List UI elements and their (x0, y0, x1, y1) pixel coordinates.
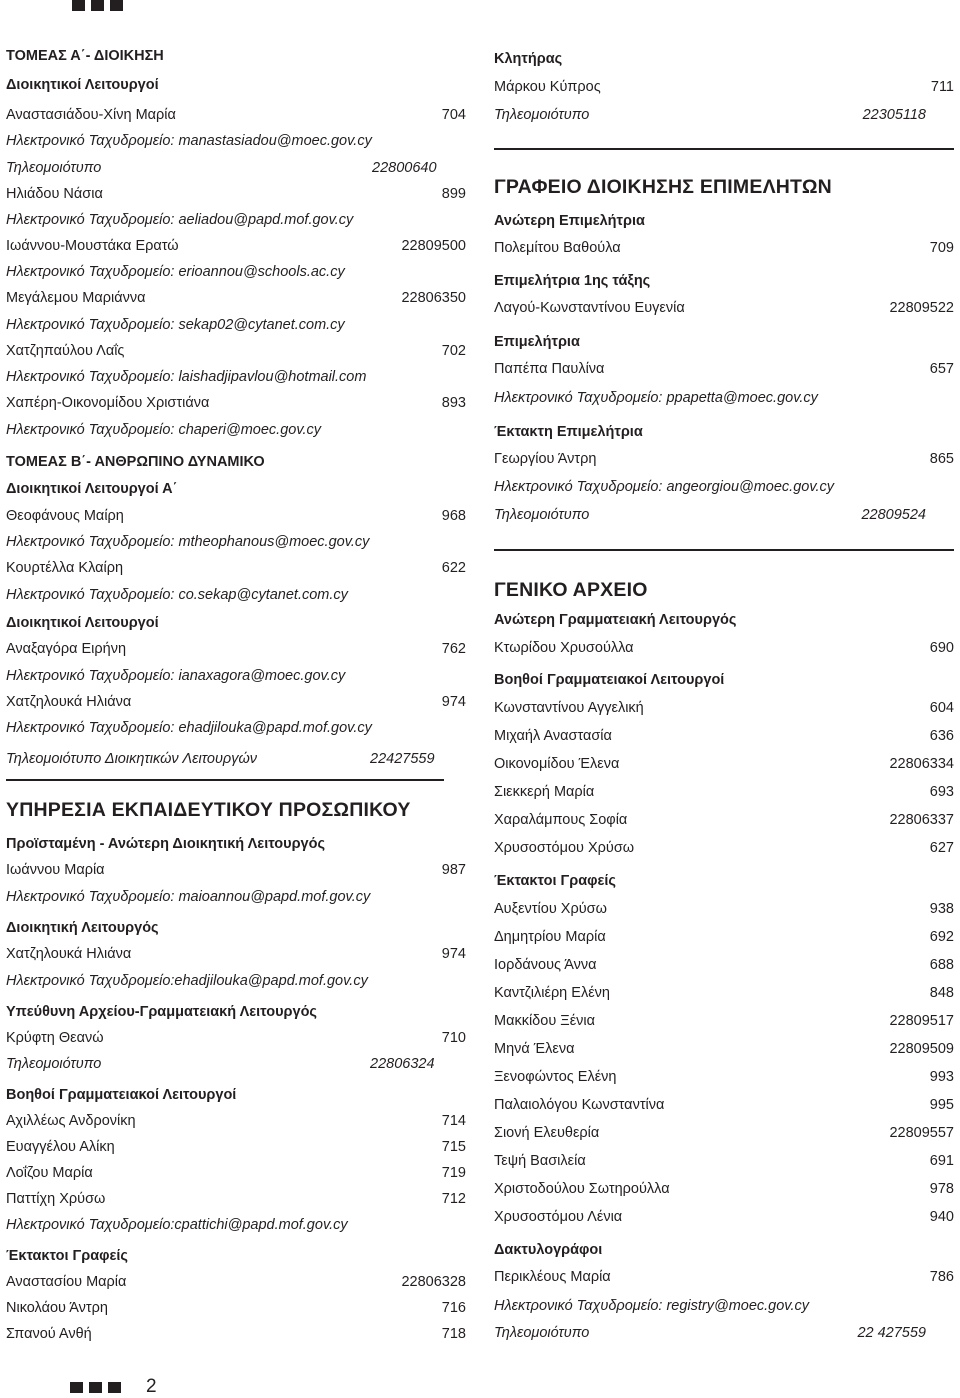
square-mark (108, 1382, 121, 1393)
list-item: Ηλεκτρονικό Ταχυδρομείο: mtheophanous@moec.gov.cy (6, 534, 370, 550)
list-item: Μεγάλεμου Μαριάννα 22806350 (6, 290, 466, 306)
list-item: Μιχαήλ Αναστασία 636 (494, 728, 954, 744)
list-item: Κτωρίδου Χρυσούλλα 690 (494, 640, 954, 656)
list-item: Γεωργίου Άντρη 865 (494, 451, 954, 467)
list-item: Χρυσοστόμου Λένια 940 (494, 1209, 954, 1225)
list-item: Ηλεκτρονικό Ταχυδρομείο: erioannou@schools.ac.cy (6, 264, 345, 280)
list-item: Αναξαγόρα Ειρήνη 762 (6, 641, 466, 657)
list-item: Ηλεκτρονικό Ταχυδρομείο: registry@moec.gov.cy (494, 1298, 810, 1314)
list-item: Ιωάννου Μαρία 987 (6, 862, 466, 878)
list-item: Κρύφτη Θεανώ 710 (6, 1030, 466, 1046)
sector-a-sub: Διοικητικοί Λειτουργοί (6, 77, 159, 93)
list-item: Τηλεομοιότυπο 22806324 (6, 1056, 435, 1072)
list-item: Ηλεκτρονικό Ταχυδρομείο:cpattichi@papd.mof.gov.cy (6, 1217, 348, 1233)
supervisors-sub4: Έκτακτη Επιμελήτρια (494, 424, 643, 440)
supervisors-sub3: Επιμελήτρια (494, 334, 580, 350)
list-item: Τηλεομοιότυπο 22 427559 (494, 1325, 926, 1341)
page-number: 2 (146, 1376, 157, 1397)
list-item: Μακκίδου Ξένια 22809517 (494, 1013, 954, 1029)
archive-sub1: Ανώτερη Γραμματειακή Λειτουργός (494, 612, 737, 628)
list-item: Σπανού Ανθή 718 (6, 1326, 466, 1342)
supervisors-title: ΓΡΑΦΕΙΟ ΔΙΟΙΚΗΣΗΣ ΕΠΙΜΕΛΗΤΩΝ (494, 176, 832, 198)
list-item: Σιονή Ελευθερία 22809557 (494, 1125, 954, 1141)
service-title: ΥΠΗΡΕΣΙΑ ΕΚΠΑΙΔΕΥΤΙΚΟΥ ΠΡΟΣΩΠΙΚΟΥ (6, 799, 411, 821)
list-item: Ηλεκτρονικό Ταχυδρομείο: aeliadou@papd.mof.gov.cy (6, 212, 354, 228)
list-item: Πολεμίτου Βαθούλα 709 (494, 240, 954, 256)
square-mark (72, 0, 85, 11)
list-item: Νικολάου Άντρη 716 (6, 1300, 466, 1316)
list-item: Οικονομίδου Έλενα 22806334 (494, 756, 954, 772)
list-item: Ηλεκτρονικό Ταχυδρομείο: chaperi@moec.gov.cy (6, 422, 322, 438)
list-item: Ηλεκτρονικό Ταχυδρομείο: co.sekap@cytanet.com.cy (6, 587, 348, 603)
list-item: Χριστοδούλου Σωτηρούλλα 978 (494, 1181, 954, 1197)
sector-a-title: ΤΟΜΕΑΣ Α΄- ΔΙΟΙΚΗΣΗ (6, 48, 164, 64)
list-item: Θεοφάνους Μαίρη 968 (6, 508, 466, 524)
list-item: Παττίχη Χρύσω 712 (6, 1191, 466, 1207)
list-item: Παλαιολόγου Κωνσταντίνα 995 (494, 1097, 954, 1113)
list-item: Λοΐζου Μαρία 719 (6, 1165, 466, 1181)
square-mark (70, 1382, 83, 1393)
list-item: Τηλεομοιότυπο 22809524 (494, 507, 926, 523)
list-item: Χρυσοστόμου Χρύσω 627 (494, 840, 954, 856)
list-item: Δημητρίου Μαρία 692 (494, 929, 954, 945)
list-item: Κουρτέλλα Κλαίρη 622 (6, 560, 466, 576)
service-sub1: Προϊσταμένη - Ανώτερη Διοικητική Λειτουργός (6, 836, 326, 852)
square-mark (110, 0, 123, 11)
list-item: Αναστασίου Μαρία 22806328 (6, 1274, 466, 1290)
list-item: Ηλεκτρονικό Ταχυδρομείο: angeorgiou@moec.gov.cy (494, 479, 835, 495)
list-item: Αναστασιάδου-Χίνη Μαρία 704 (6, 107, 466, 123)
list-item: Τηλεομοιότυπο 22305118 (494, 107, 926, 123)
service-sub5: Έκτακτοι Γραφείς (6, 1248, 128, 1264)
archive-sub4: Δακτυλογράφοι (494, 1242, 603, 1258)
sector-b-sub1: Διοικητικοί Λειτουργοί Α΄ (6, 481, 178, 497)
list-item: Ευαγγέλου Αλίκη 715 (6, 1139, 466, 1155)
square-mark (89, 1382, 102, 1393)
archive-title: ΓΕΝΙΚΟ ΑΡΧΕΙΟ (494, 579, 648, 601)
service-sub2: Διοικητική Λειτουργός (6, 920, 159, 936)
section-rule (494, 148, 954, 150)
list-item: Χαπέρη-Οικονομίδου Χριστιάνα 893 (6, 395, 466, 411)
list-item: Ηλεκτρονικό Ταχυδρομείο: sekap02@cytanet.com.cy (6, 317, 345, 333)
list-item: Καντζιλιέρη Ελένη 848 (494, 985, 954, 1001)
fax-row: Τηλεομοιότυπο Διοικητικών Λειτουργών 22427559 (6, 751, 435, 767)
list-item: Ηλεκτρονικό Ταχυδρομείο: ianaxagora@moec.gov.cy (6, 668, 346, 684)
service-sub4: Βοηθοί Γραμματειακοί Λειτουργοί (6, 1087, 237, 1103)
list-item: Ηλεκτρονικό Ταχυδρομείο: maioannou@papd.mof.gov.cy (6, 889, 371, 905)
list-item: Σιεκκερή Μαρία 693 (494, 784, 954, 800)
list-item: Τηλεομοιότυπο 22800640 (6, 160, 437, 176)
header-squares (72, 0, 123, 11)
list-item: Μηνά Έλενα 22809509 (494, 1041, 954, 1057)
list-item: Ηλεκτρονικό Ταχυδρομείο: laishadjipavlou@hotmail.com (6, 369, 367, 385)
archive-sub2: Βοηθοί Γραμματειακοί Λειτουργοί (494, 672, 725, 688)
list-item: Ξενοφώντος Ελένη 993 (494, 1069, 954, 1085)
sector-b-sub2: Διοικητικοί Λειτουργοί (6, 615, 159, 631)
list-item: Αυξεντίου Χρύσω 938 (494, 901, 954, 917)
square-mark (91, 0, 104, 11)
archive-sub3: Έκτακτοι Γραφείς (494, 873, 616, 889)
list-item: Λαγού-Κωνσταντίνου Ευγενία 22809522 (494, 300, 954, 316)
list-item: Κωνσταντίνου Αγγελική 604 (494, 700, 954, 716)
list-item: Χαραλάμπους Σοφία 22806337 (494, 812, 954, 828)
service-sub3: Υπεύθυνη Αρχείου-Γραμματειακή Λειτουργός (6, 1004, 317, 1020)
section-rule (6, 779, 444, 781)
footer-squares (70, 1382, 121, 1393)
sector-b-title: ΤΟΜΕΑΣ Β΄- ΑΝΘΡΩΠΙΝΟ ΔΥΝΑΜΙΚΟ (6, 454, 265, 470)
list-item: Ιωάννου-Μουστάκα Ερατώ 22809500 (6, 238, 466, 254)
list-item: Ηλεκτρονικό Ταχυδρομείο: ppapetta@moec.gov.cy (494, 390, 818, 406)
list-item: Χατζηπαύλου Λαΐς 702 (6, 343, 466, 359)
supervisors-sub1: Ανώτερη Επιμελήτρια (494, 213, 645, 229)
list-item: Ηλεκτρονικό Ταχυδρομείο: manastasiadou@moec.gov.cy (6, 133, 372, 149)
list-item: Περικλέους Μαρία 786 (494, 1269, 954, 1285)
list-item: Ιορδάνους Άννα 688 (494, 957, 954, 973)
list-item: Παπέπα Παυλίνα 657 (494, 361, 954, 377)
janitor-sub: Κλητήρας (494, 51, 563, 67)
list-item: Χατζηλουκά Ηλιάνα 974 (6, 694, 466, 710)
supervisors-sub2: Επιμελήτρια 1ης τάξης (494, 273, 651, 289)
list-item: Ηλιάδου Νάσια 899 (6, 186, 466, 202)
list-item: Ηλεκτρονικό Ταχυδρομείο:ehadjilouka@papd.mof.gov.cy (6, 973, 368, 989)
list-item: Τεψή Βασιλεία 691 (494, 1153, 954, 1169)
section-rule (494, 549, 954, 551)
list-item: Χατζηλουκά Ηλιάνα 974 (6, 946, 466, 962)
list-item: Αχιλλέως Ανδρονίκη 714 (6, 1113, 466, 1129)
list-item: Μάρκου Κύπρος 711 (494, 79, 954, 95)
list-item: Ηλεκτρονικό Ταχυδρομείο: ehadjilouka@papd.mof.gov.cy (6, 720, 372, 736)
